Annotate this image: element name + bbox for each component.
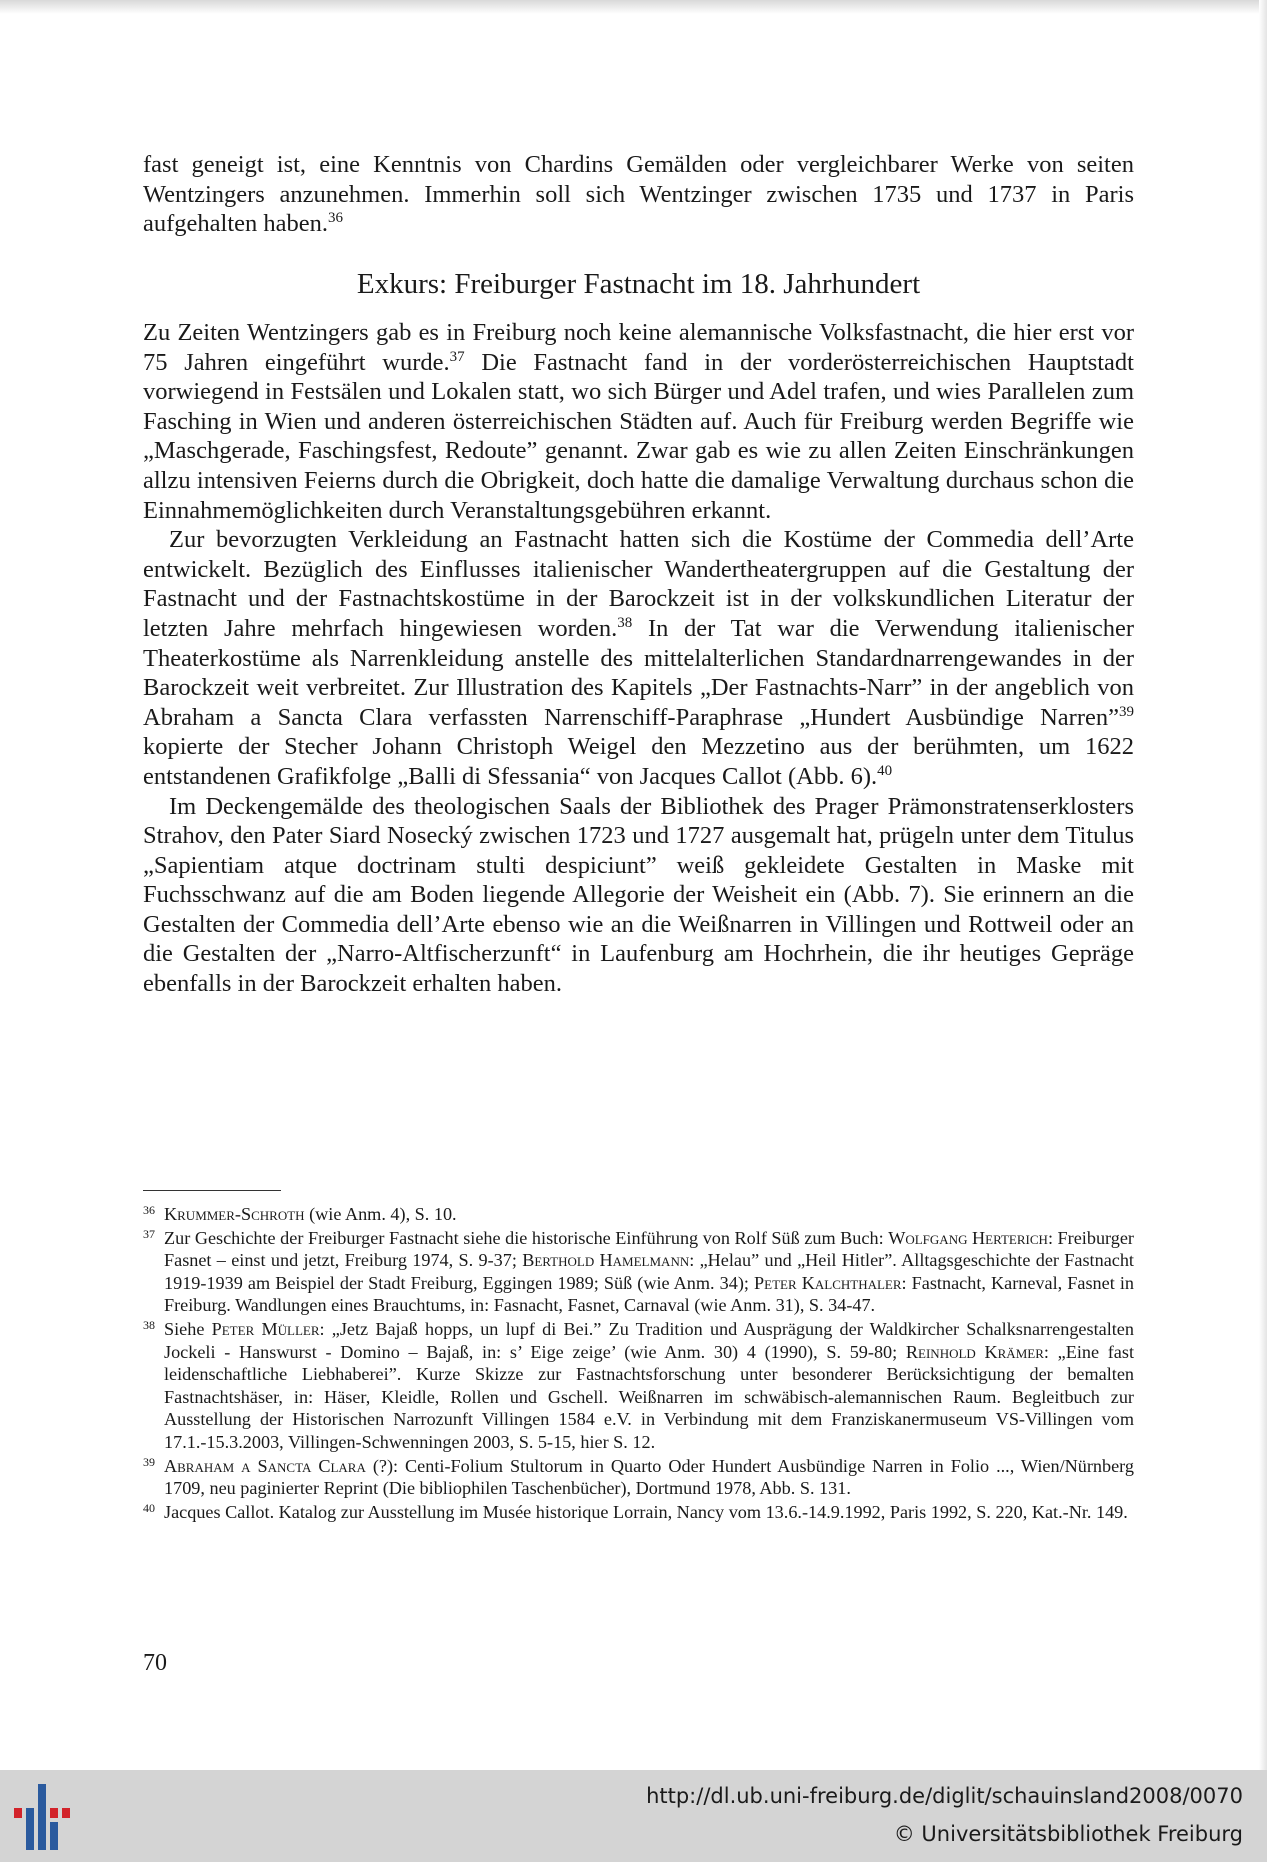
footnote-ref-37[interactable]: 37 xyxy=(449,348,465,365)
footnote-text: Siehe xyxy=(164,1318,212,1339)
footnote-39 xyxy=(143,1455,1134,1500)
footnote-text: : „Jetz Bajaß hopps, un lupf di Bei.” Zu Tradition und Ausprägung der Waldkircher Schalksnarrengestalten Jockeli - Hanswurst - Domino – Bajaß, in: s’ Eige zeige’ (wie Anm. 30) 4 (1990), S. 59-80; xyxy=(164,1318,1134,1362)
intro-paragraph xyxy=(143,150,1134,239)
footnote-ref-38[interactable]: 38 xyxy=(617,614,633,631)
footer-url-link[interactable]: http://dl.ub.uni-freiburg.de/diglit/schauinsland2008/0070 xyxy=(646,1784,1243,1808)
footnote-40 xyxy=(143,1501,1134,1524)
intro-paragraph-block xyxy=(143,150,1134,239)
ub-freiburg-logo-icon[interactable] xyxy=(2,1784,80,1850)
footnote-text: Jacques Callot. Katalog zur Ausstellung im Musée historique Lorrain, Nancy vom 13.6.-14.9.1992, Paris 1992, S. 220, Kat.-Nr. 149. xyxy=(164,1501,1128,1522)
main-text xyxy=(143,318,1134,999)
footnote-ref-36[interactable]: 36 xyxy=(328,210,344,227)
footnote-text: : „Eine fast leidenschaftliche Liebhaberei”. Kurze Skizze zur Fastnachtsforschung unter besonderer Berücksichtigung der bemalten Fastnachtshäser, in: Häser, Kleidle, Rollen und Gschell. Weißnarren im schwäbisch-alemannischen Raum. Begleitbuch zur Ausstellung der Historischen Narrozunft Villingen 1584 e.V. in Verbindung mit dem Franziskanermuseum VS-Villingen vom 17.1.-15.3.2003, Villingen-Schwenningen 2003, S. 5-15, hier S. 12. xyxy=(164,1341,1134,1452)
paragraph-3-text: Im Deckengemälde des theologischen Saals der Bibliothek des Prager Prämonstratenserklosters Strahov, den Pater Siard Nosecký zwischen 1723 und 1727 ausgemalt hat, prügeln unter dem Titulus „Sapientiam atque doctrinam stulti despiciunt” weiß gekleidete Gestalten in Maske mit Fuchsschwanz auf die am Boden liegende Allegorie der Weisheit ein (Abb. 7). Sie erinnern an die Gestalten der Commedia dell’Arte ebenso wie an die Weißnarren in Villingen und Rottweil oder an die Gestalten der „Narro-Altfischerzunft“ in Laufenburg am Hochrhein, die ihr heutiges Gepräge ebenfalls in der Barockzeit erhalten haben. xyxy=(143,792,1134,998)
footnote-number: 38 xyxy=(143,1317,155,1332)
footnote-36 xyxy=(143,1203,1134,1226)
footnote-author: Reinhold Krämer xyxy=(905,1341,1044,1362)
footnote-author: Wolfgang Herterich xyxy=(888,1227,1048,1248)
footnote-text: : Freiburger Fasnet – einst und jetzt, Freiburg 1974, S. 9-37; xyxy=(164,1227,1134,1271)
scan-edge-right xyxy=(1259,0,1267,1770)
footnote-text: : Fastnacht, Karneval, Fasnet in Freiburg. Wandlungen eines Brauchtums, in: Fasnacht, Fasnet, Carnaval (wie Anm. 31), S. 34-47. xyxy=(164,1272,1134,1316)
footer-bar xyxy=(0,1770,1267,1862)
intro-text: fast geneigt ist, eine Kenntnis von Chardins Gemälden oder vergleichbarer Werke von seiten Wentzingers anzunehmen. Immerhin soll sich Wentzinger zwischen 1735 und 1737 in Paris aufgehalten haben. xyxy=(143,151,1134,238)
paragraph-3 xyxy=(143,792,1134,999)
paragraph-1-text-a: Zu Zeiten Wentzingers gab es in Freiburg noch keine alemannische Volksfastnacht, die hier erst vor 75 Jahren eingeführt wurde. xyxy=(143,319,1134,376)
footnote-number: 40 xyxy=(143,1500,155,1515)
footnote-author: Berthold Hamelmann xyxy=(522,1250,690,1271)
footnote-number: 39 xyxy=(143,1454,155,1469)
footnote-number: 36 xyxy=(143,1203,155,1217)
footnote-38 xyxy=(143,1318,1134,1454)
footer-copyright: © Universitätsbibliothek Freiburg xyxy=(893,1822,1243,1846)
footnote-text: : „Helau” und „Heil Hitler”. Alltagsgeschichte der Fastnacht 1919-1939 am Beispiel der Stadt Freiburg, Eggingen 1989; Süß (wie Anm. 34); xyxy=(164,1250,1134,1293)
scan-edge-top xyxy=(0,0,1267,14)
section-heading: Exkurs: Freiburger Fastnacht im 18. Jahrhundert xyxy=(356,268,921,300)
footnote-text: (wie Anm. 4), S. 10. xyxy=(304,1204,457,1224)
footnotes xyxy=(143,1203,1134,1524)
paragraph-2-text-a: Zur bevorzugten Verkleidung an Fastnacht hatten sich die Kostüme der Commedia dell’Arte entwickelt. Bezüglich des Einflusses italienischer Wandertheatergruppen auf die Gestaltung der Fastnacht und der Fastnachtskostüme in der Barockzeit ist in der volkskundlichen Literatur der letzten Jahre mehrfach hingewiesen worden. xyxy=(143,526,1134,642)
paragraph-1 xyxy=(143,318,1134,525)
footnote-author: Abraham a Sancta Clara xyxy=(164,1455,366,1476)
footnote-author: Peter Müller xyxy=(211,1318,320,1339)
footnote-author: Peter Kalchthaler xyxy=(754,1272,902,1293)
footnote-author: Krummer-Schroth xyxy=(164,1204,305,1224)
footnote-separator xyxy=(143,1190,281,1191)
footnote-ref-40[interactable]: 40 xyxy=(877,762,893,779)
paragraph-1-text-b: Die Fastnacht fand in der vorderösterreichischen Hauptstadt vorwiegend in Festsälen und Lokalen statt, wo sich Bürger und Adel trafen, und wies Parallelen zum Fasching in Wien und anderen österreichischen Städten auf. Auch für Freiburg werden Begriffe wie „Maschgerade, Faschingsfest, Redoute” genannt. Zwar gab es wie zu allen Zeiten Einschränkungen allzu intensiven Feierns durch die Obrigkeit, doch hatte die damalige Verwaltung durchaus schon die Einnahmemöglichkeiten durch Veranstaltungsgebühren erkannt. xyxy=(143,348,1134,524)
footnote-number: 37 xyxy=(143,1226,155,1241)
paragraph-2-text-c: kopierte der Stecher Johann Christoph Weigel den Mezzetino aus der berühmten, um 1622 entstandenen Grafikfolge „Balli di Sfessania“ von Jacques Callot (Abb. 6). xyxy=(143,733,1134,790)
page-number: 70 xyxy=(143,1650,167,1676)
footnote-ref-39[interactable]: 39 xyxy=(1119,703,1134,720)
footnote-text: (?): Centi-Folium Stultorum in Quarto Oder Hundert Ausbündige Narren in Folio ..., Wien/Nürnberg 1709, neu paginierter Reprint (Die bibliophilen Taschenbücher), Dortmund 1978, Abb. S. 131. xyxy=(164,1455,1134,1499)
footnote-37 xyxy=(143,1227,1134,1317)
footnote-text: Zur Geschichte der Freiburger Fastnacht siehe die historische Einführung von Rolf Süß zum Buch: xyxy=(164,1227,889,1248)
paragraph-2 xyxy=(143,525,1134,791)
paragraph-2-text-b: In der Tat war die Verwendung italienischer Theaterkostüme als Narrenkleidung anstelle des mittelalterlichen Standardnarrengewandes in der Barockzeit weit verbreitet. Zur Illustration des Kapitels „Der Fastnachts-Narr” in der angeblich von Abraham a Sancta Clara verfassten Narrenschiff-Paraphrase „Hundert Ausbündige Narren” xyxy=(143,614,1134,731)
